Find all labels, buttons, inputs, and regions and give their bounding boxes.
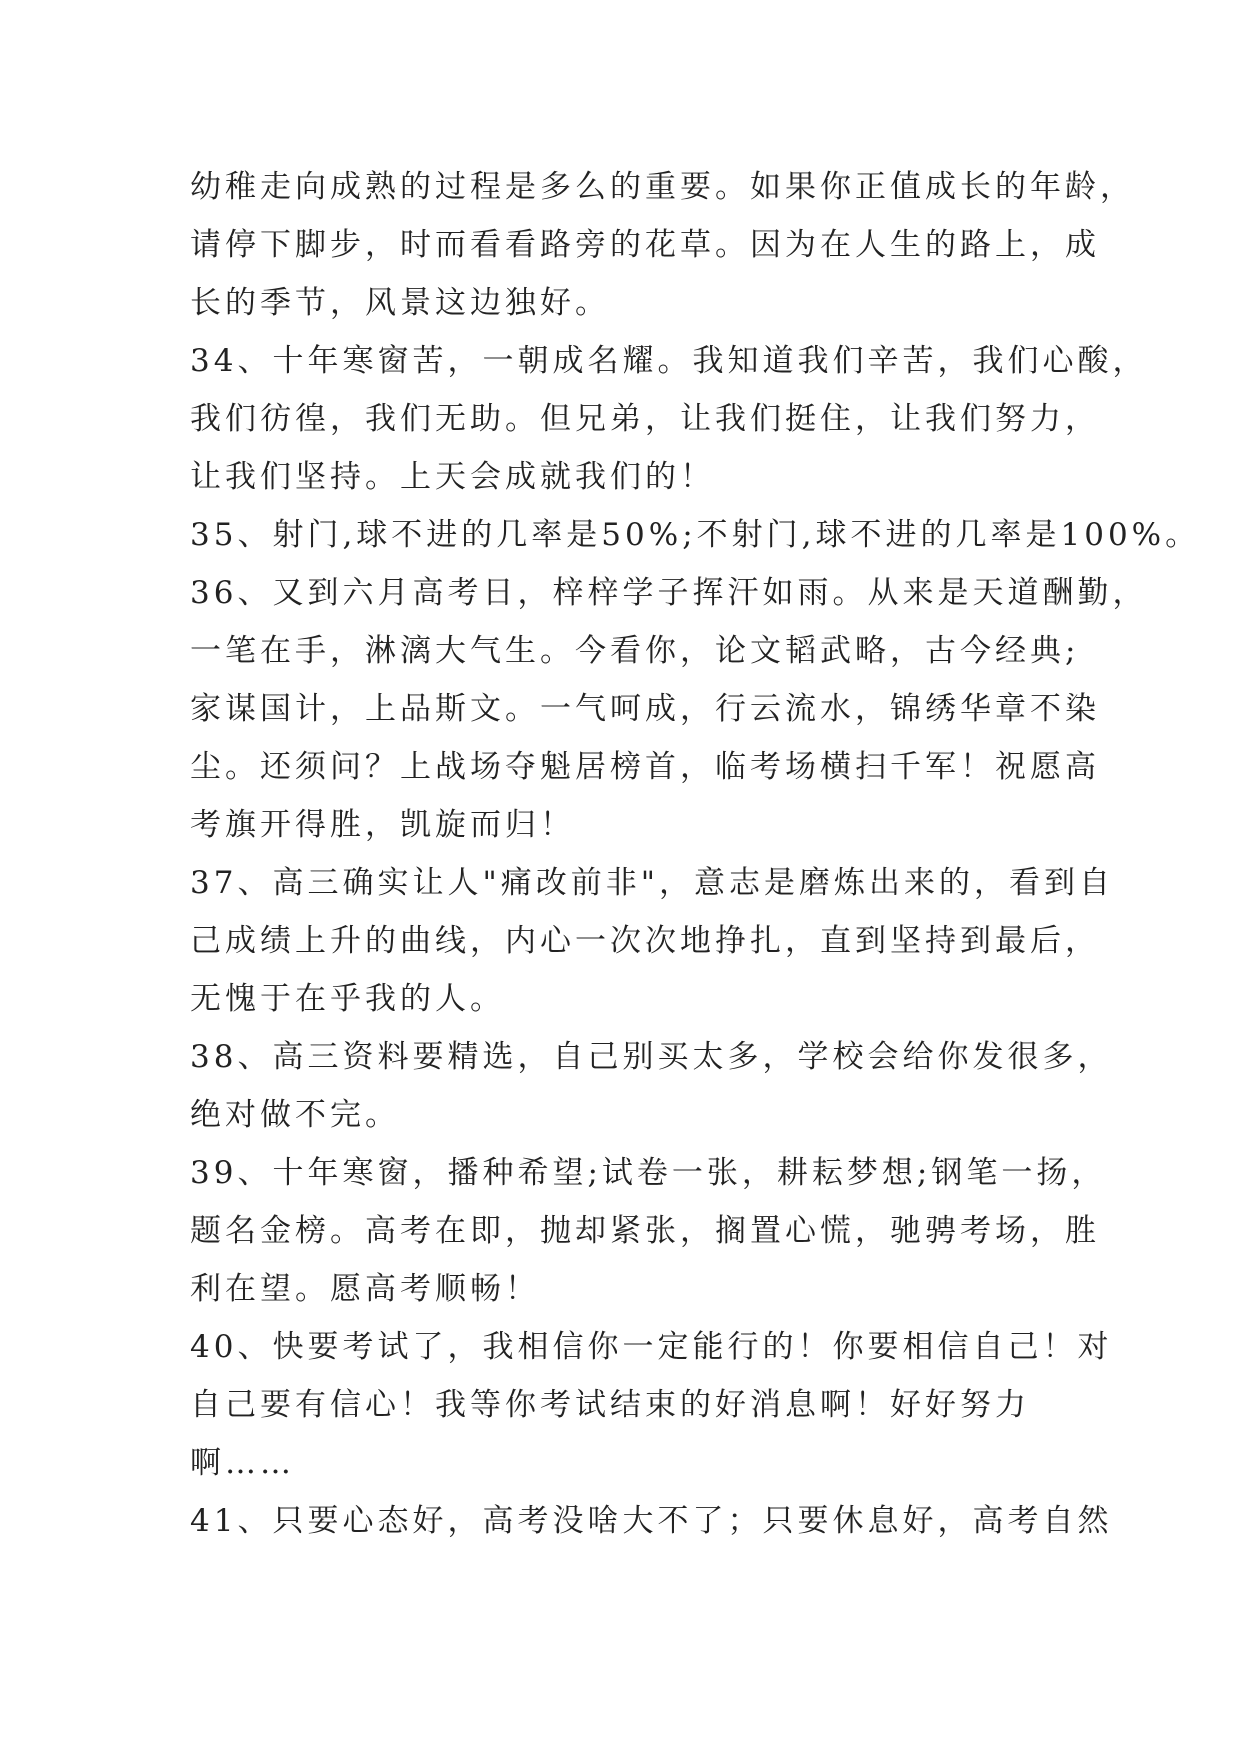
text-line: 41、只要心态好，高考没啥大不了；只要休息好，高考自然 bbox=[190, 1503, 1113, 1539]
text-line: 长的季节，风景这边独好。 bbox=[190, 285, 610, 321]
text-line: 39、十年寒窗，播种希望;试卷一张，耕耘梦想;钢笔一扬， bbox=[190, 1155, 1107, 1191]
text-line: 38、高三资料要精选，自己别买太多，学校会给你发很多， bbox=[190, 1039, 1113, 1075]
text-line: 家谋国计，上品斯文。一气呵成，行云流水，锦绣华章不染 bbox=[190, 691, 1100, 727]
text-line: 37、高三确实让人"痛改前非"，意志是磨炼出来的，看到自 bbox=[190, 865, 1114, 901]
text-line: 题名金榜。高考在即，抛却紧张，搁置心慌，驰骋考场，胜 bbox=[190, 1213, 1100, 1249]
text-line: 利在望。愿高考顺畅！ bbox=[190, 1271, 540, 1307]
text-line: 考旗开得胜，凯旋而归！ bbox=[190, 807, 575, 843]
text-line: 尘。还须问？上战场夺魁居榜首，临考场横扫千军！祝愿高 bbox=[190, 749, 1100, 785]
text-line: 无愧于在乎我的人。 bbox=[190, 981, 505, 1017]
text-line: 己成绩上升的曲线，内心一次次地挣扎，直到坚持到最后， bbox=[190, 923, 1100, 959]
text-line: 让我们坚持。上天会成就我们的！ bbox=[190, 459, 715, 495]
text-line: 一笔在手，淋漓大气生。今看你，论文韬武略，古今经典; bbox=[190, 633, 1080, 669]
text-line: 34、十年寒窗苦，一朝成名耀。我知道我们辛苦，我们心酸， bbox=[190, 343, 1148, 379]
text-line: 幼稚走向成熟的过程是多么的重要。如果你正值成长的年龄， bbox=[190, 169, 1135, 205]
text-line: 40、快要考试了，我相信你一定能行的！你要相信自己！对 bbox=[190, 1329, 1113, 1365]
text-line: 请停下脚步，时而看看路旁的花草。因为在人生的路上，成 bbox=[190, 227, 1100, 263]
text-line: 自己要有信心！我等你考试结束的好消息啊！好好努力 bbox=[190, 1387, 1030, 1423]
text-line: 绝对做不完。 bbox=[190, 1097, 400, 1133]
text-line: 我们彷徨，我们无助。但兄弟，让我们挺住，让我们努力， bbox=[190, 401, 1100, 437]
text-line: 35、射门,球不进的几率是50%;不射门,球不进的几率是100%。 bbox=[190, 517, 1201, 553]
text-line: 啊…… bbox=[190, 1445, 295, 1481]
text-line: 36、又到六月高考日，梓梓学子挥汗如雨。从来是天道酬勤， bbox=[190, 575, 1148, 611]
document-body bbox=[190, 158, 1201, 1550]
